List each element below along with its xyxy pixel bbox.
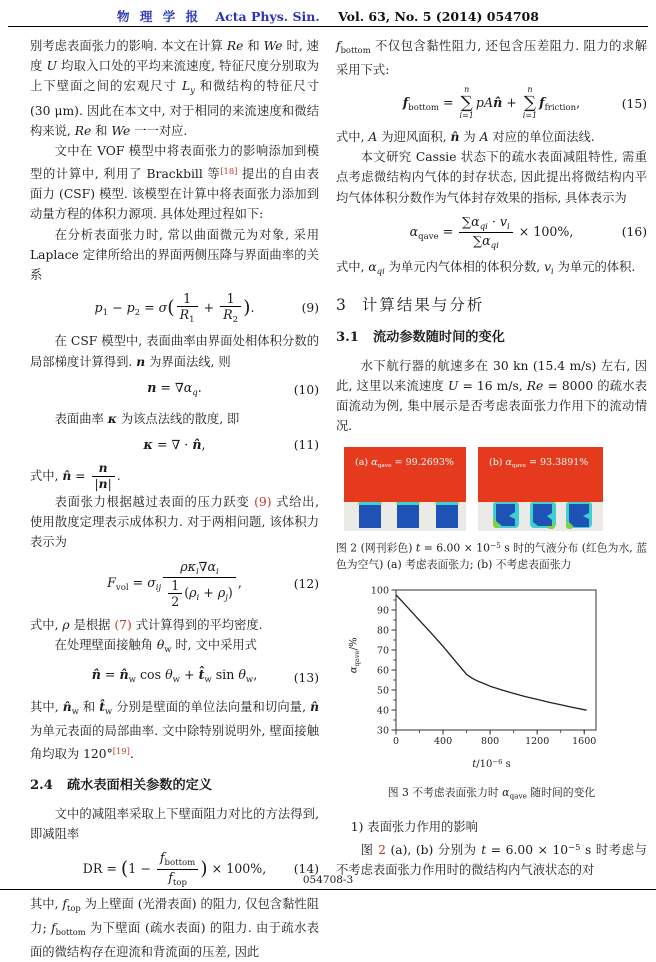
paragraph: 1) 表面张力作用的影响 [350,820,478,835]
figure-2-panel-b [478,447,603,531]
figure-2a-label: (a) $\alpha_{qave} = 99.2693\%$ [355,456,454,469]
figure-2a-water-region [344,447,466,502]
equation-body: DR = (1 − $\frac{f_{bottom}}{f_{top}}$ ) × 100%, [82,850,267,888]
svg-text:400: 400 [433,735,452,746]
section-number: 2.4 [30,777,53,793]
paragraph: 表面曲率 κ 为该点法线的散度, 即 [54,411,240,427]
figure-3-x-axis-label: $t/10^{-6}$ s [472,758,511,771]
figure-2-caption: 图 2 (网刊彩色) $t = 6.00 \times 10^{-5}$ s 时的气液分布 (红色为水, 蓝色为空气) (a) 考虑表面张力; (b) 不考虑表面张力 [336,540,647,572]
paragraph: 在分析表面张力时, 常以曲面微元为对象, 采用 Laplace 定律所给出的界面两侧压降与界面曲率的关系 [30,227,319,282]
figure-2b-water-region [478,447,603,502]
section-number: 3 [336,296,346,315]
equation-13 [30,665,319,690]
header-divider [8,26,648,27]
svg-text:0: 0 [392,735,399,746]
paragraph: 水下航行器的航速多在 30 kn (15.4 m/s) 左右, 因此, 这里以来流速度 U = 16 m/s, Re = 8000 的疏水表面流动为例, 集中展示是否考虑表面张力作用下的流动情况. [336,358,648,434]
journal-title-chinese: 物 理 学 报 [117,9,202,24]
paragraph: 表面张力根据越过表面的压力跃变 (9) 式给出, 使用散度定理表示成体积力. 对于两相问题, 该体积力表示为 [30,494,319,550]
figure-3-y-axis-label: $\alpha_{qave}/\%$ [348,637,361,674]
figure-3-line-chart [342,584,642,746]
paragraph: 本文研究 Cassie 状态下的疏水表面减阻特性, 需重点考虑微结构内气体的封存状态, 因此提出将微结构内平均气体体积分数作为气体封存效果的指标, 具体表示为 [336,150,647,205]
svg-text:60: 60 [376,665,389,677]
svg-text:80: 80 [376,625,389,637]
figure-3-caption: 图 3 不考虑表面张力时 $\alpha_{qave}$ 随时间的变化 [387,786,596,801]
paragraph: 式中, $\alpha_{qi}$ 为单元内气体相的体积分数, $v_i$ 为单元的体积. [336,260,636,277]
equation-16 [336,214,647,252]
paragraph: 图 2 (a), (b) 分别为 $t = 6.00 \times 10^{-5}$ s 时考虑与不考虑表面张力作用时的微结构内气液状态的对 [336,842,647,878]
equation-15 [336,86,647,121]
figure-2b-label: (b) $\alpha_{qave} = 93.3891\%$ [489,456,589,469]
svg-text:1200: 1200 [524,735,549,746]
svg-text:40: 40 [376,705,389,717]
equation-number: (11) [293,438,319,453]
equation-number: (9) [301,301,319,316]
svg-text:1600: 1600 [571,735,596,746]
equation-body: $\alpha_{qave}$ = $\frac{\sum\alpha_{qi} \cdot v_i}{\sum\alpha_{qi}}$ × 100%, [409,213,574,251]
section-title: 计算结果与分析 [361,296,485,315]
paragraph: 式中, A 为迎风面积, n̂ 为 A 对应的单位面法线. [336,128,595,144]
paragraph: 别考虑表面张力的影响. 本文在计算 Re 和 We 时, 速度 U 均取入口处的平均来流速度, 特征尺度分别取为上下壁面之间的宏观尺寸 $L_y$ 和微结构的特征尺寸 (30 μm). 因此在本文中, 对于相同的来流速度和微结构来说, Re 和 We 一一对应. [30,39,319,138]
equation-body: $n = \nabla\alpha_q$. [147,379,202,398]
equation-body: $f_{bottom}$ = n ∑ i=1 pAn̂ + n ∑ i=1 $f_{friction}$, [402,85,581,121]
equation-body: $p_1 - p_2 = \sigma$( $\frac{1}{R_1}$ + $\frac{1}{R_2}$ ). [94,291,255,326]
equation-number: (10) [293,383,319,398]
journal-volume-issue: Vol. 63, No. 5 (2014) 054708 [338,9,539,24]
figure-2 [344,447,647,531]
paragraph: 文中的减阻率采取上下壁面阻力对比的方法得到, 即减阻率 [30,807,319,842]
svg-text:70: 70 [376,645,389,657]
equation-number: (13) [293,670,319,685]
right-column [336,36,647,880]
section-number: 3.1 [336,329,359,345]
svg-text:90: 90 [376,605,389,617]
equation-number: (14) [293,862,319,877]
journal-header [0,7,656,25]
equation-number: (16) [621,225,647,240]
svg-text:100: 100 [370,585,389,597]
equation-body: κ = ∇ · n̂, [143,437,206,453]
left-column [30,36,319,962]
section-title: 疏水表面相关参数的定义 [66,777,213,793]
svg-text:800: 800 [480,735,499,746]
equation-body: n̂ = $n̂_w$ $\cos \theta_w$ + $t̂_w$ $\sin \theta_w$, [91,667,258,686]
equation-9 [30,291,319,325]
svg-text:30: 30 [376,725,389,737]
paragraph: 式中, n̂ = $\frac{n}{|n|}$ . [30,460,121,492]
svg-text:50: 50 [376,685,389,697]
paragraph: $f_{bottom}$ 不仅包含黏性阻力, 还包含压差阻力. 阻力的求解采用下式: [336,39,647,78]
paragraph: 文中在 VOF 模型中将表面张力的影响添加到模型的计算中, 利用了 Brackbill 等[18] 提出的自由表面力 (CSF) 模型. 该模型在计算中将表面张力添加到动量方程的体积力源项. 具体处理过程如下: [30,143,319,222]
equation-12 [30,559,319,609]
section-heading-3 [336,295,647,315]
paragraph: 其中, $n̂_w$ 和 $t̂_w$ 分别是壁面的单位法向量和切向量, n̂ 为单元表面的局部曲率. 文中除特别说明外, 壁面接触角均取为 120°[19]. [30,698,320,761]
equation-11 [30,435,319,455]
section-heading-2-4 [30,776,319,796]
journal-title-english: Acta Phys. Sin. [215,9,320,24]
equation-number: (12) [293,576,319,591]
figure-2-panel-a [344,447,466,531]
figure-2b-microstructure [478,502,603,531]
equation-10 [30,378,319,403]
paragraph: 式中, ρ 是根据 (7) 式计算得到的平均密度. [30,618,263,633]
figure-3 [342,584,642,775]
section-heading-3-1 [336,328,647,348]
paragraph: 其中, $f_{top}$ 为上壁面 (光滑表面) 的阻力, 仅包含黏性阻力; $f_{bottom}$ 为下壁面 (疏水表面) 的阻力. 由于疏水表面的微结构存在迎流和背流面的压差, 因此 [30,896,319,960]
footer-divider [0,889,656,890]
paragraph: 在 CSF 模型中, 表面曲率由界面处相体积分数的局部梯度计算得到. n 为界面法线, 则 [30,334,319,369]
page-number: 054708-3 [302,874,354,886]
section-title: 流动参数随时间的变化 [372,329,505,345]
equation-body: $F_{vol} = \sigma_{ij}$ $\rho\kappa_i\nabla\alpha_i$ $\frac{1}{2}$ $(\rho_i + \rho_j)$ , [107,558,242,609]
equation-number: (15) [621,96,647,111]
figure-2a-microstructure [344,502,466,531]
paragraph: 在处理壁面接触角 $\theta_w$ 时, 文中采用式 [54,638,257,655]
